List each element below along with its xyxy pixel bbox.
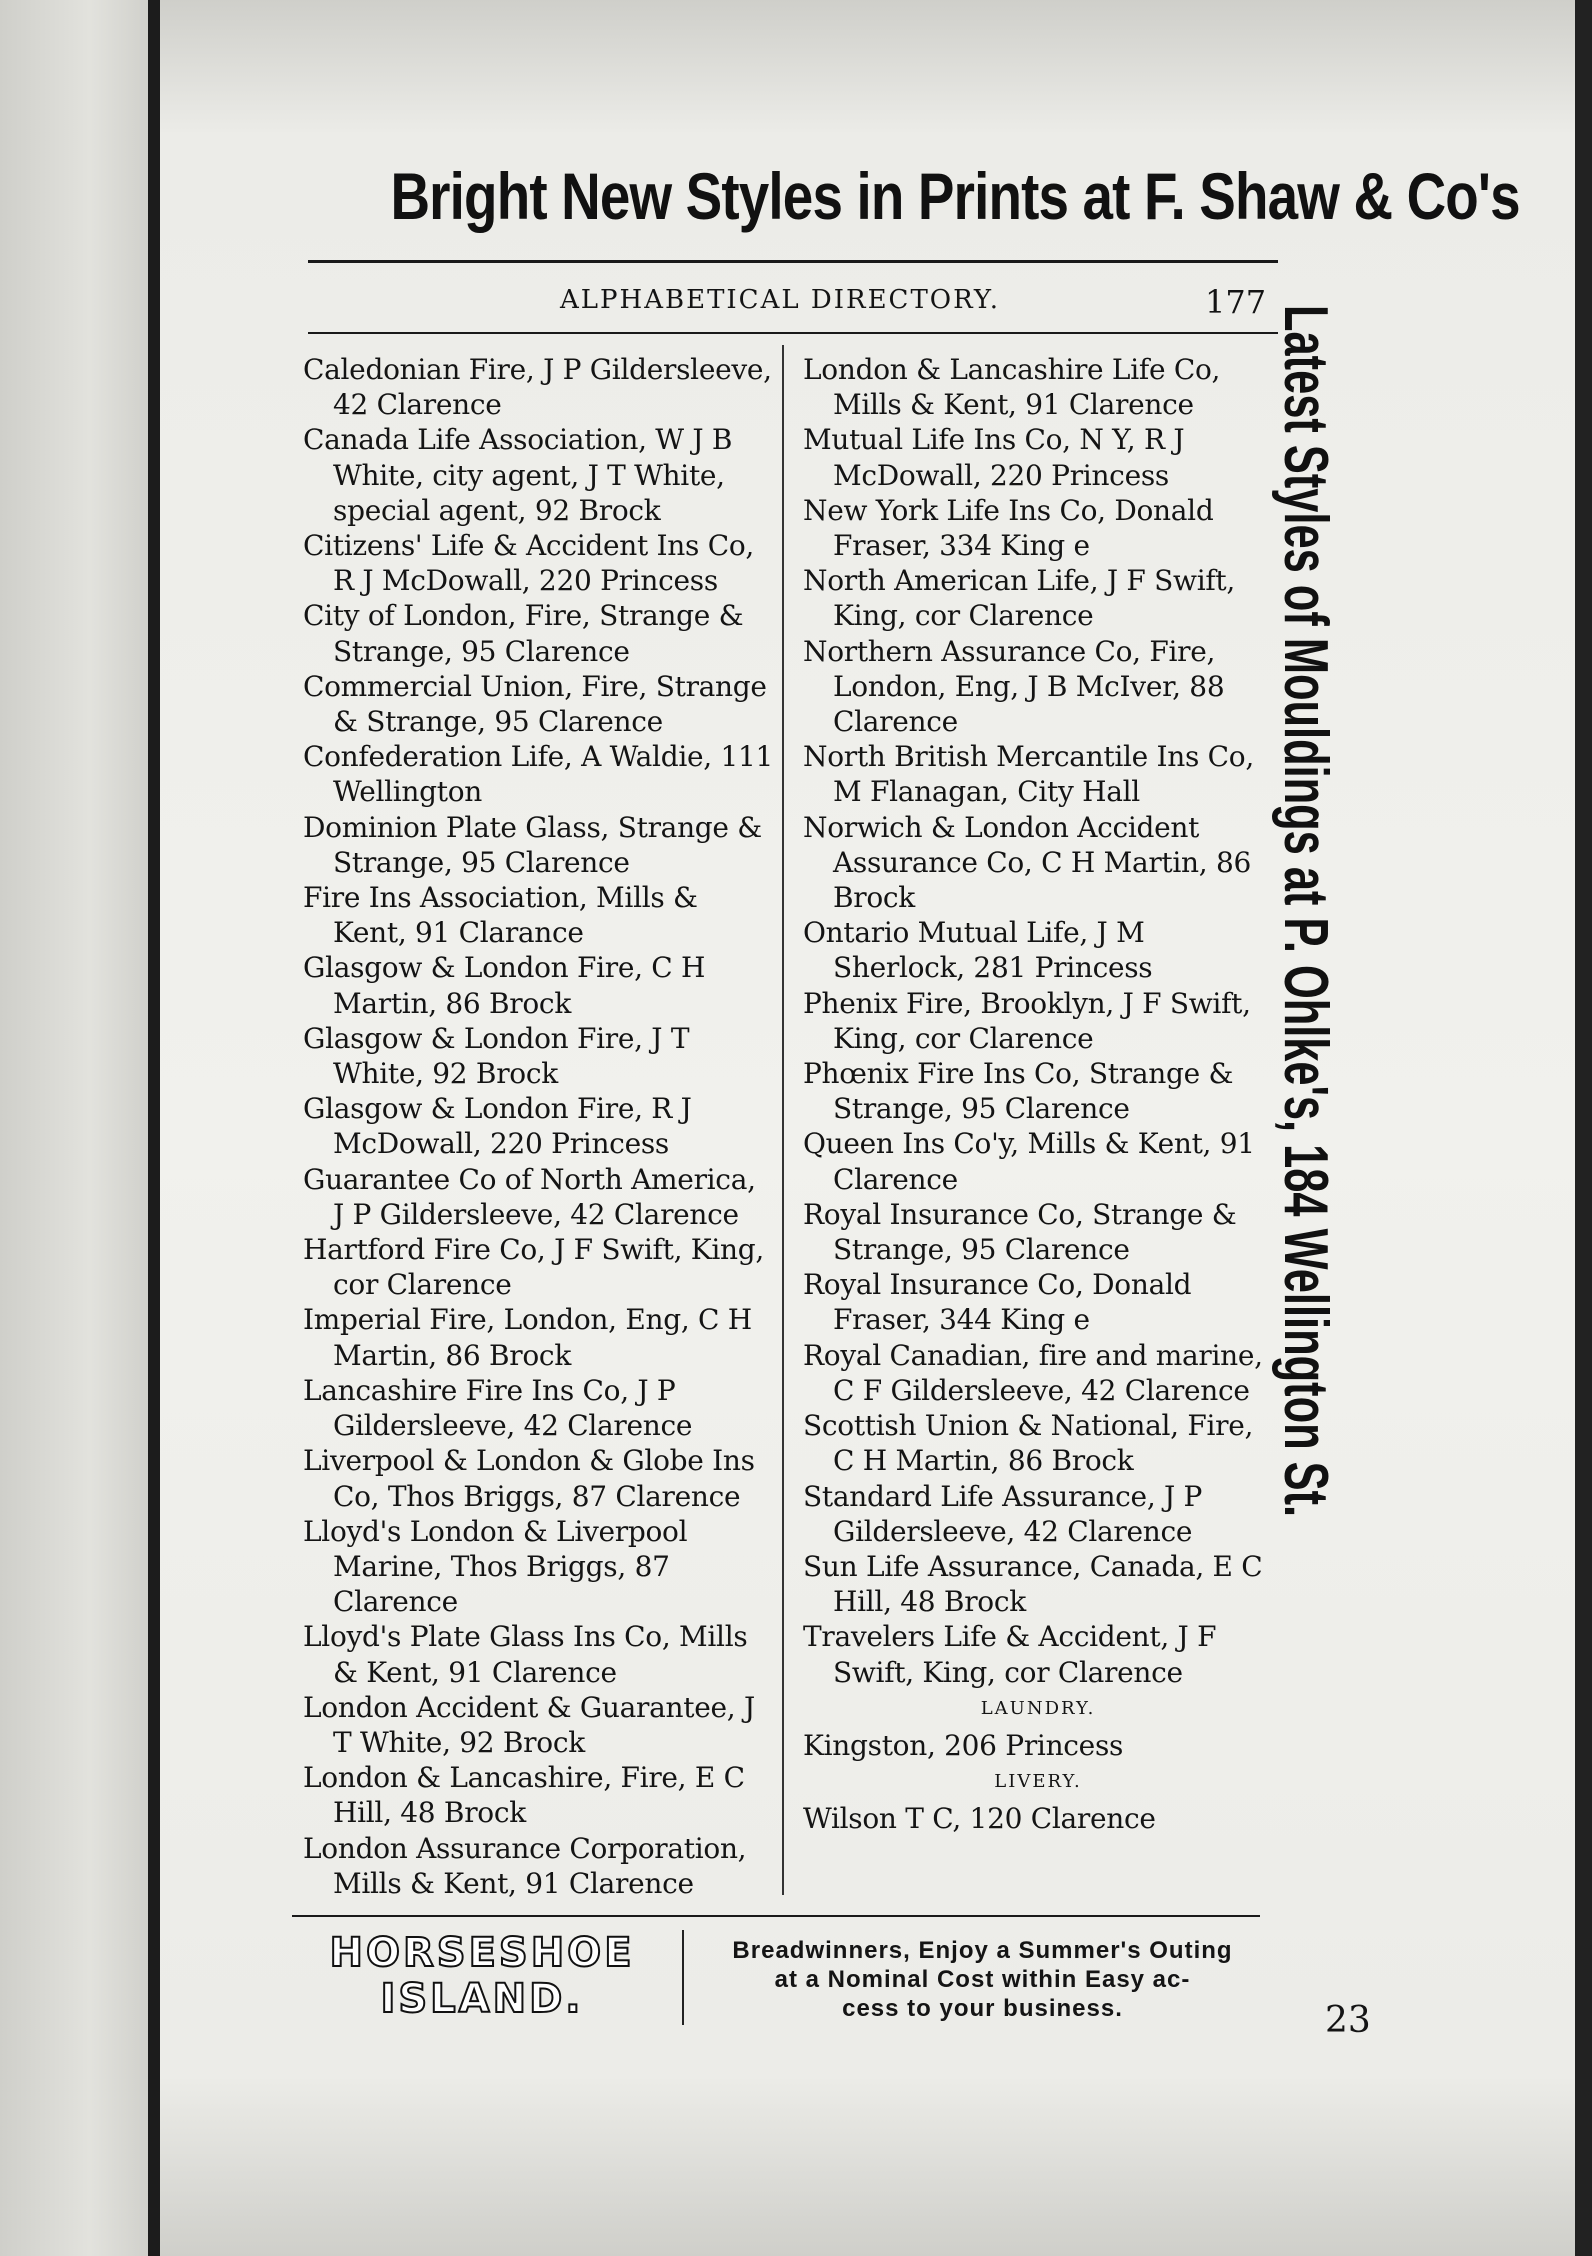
directory-entry: North British Mercantile Ins Co, M Flanagan, City Hall — [803, 740, 1254, 809]
summer-outing-line1: Breadwinners, Enjoy a Summer's Outing — [732, 1937, 1233, 1964]
directory-entry: Royal Canadian, fire and marine, C F Gildersleeve, 42 Clarence — [803, 1338, 1263, 1407]
directory-entry: Glasgow & London Fire, C H Martin, 86 Brock — [303, 951, 706, 1020]
directory-entry: North American Life, J F Swift, King, cor Clarence — [803, 564, 1235, 633]
directory-entry: Citizens' Life & Accident Ins Co, R J McDowall, 220 Princess — [303, 529, 754, 598]
directory-entry: Royal Insurance Co, Donald Fraser, 344 King e — [803, 1268, 1192, 1337]
directory-entry: Caledonian Fire, J P Gildersleeve, 42 Clarence — [303, 353, 772, 422]
laundry-entry: Kingston, 206 Princess — [803, 1728, 1124, 1762]
horseshoe-island-line1: HORSESHOE — [329, 1930, 635, 1976]
livery-heading: LIVERY. — [994, 1770, 1082, 1792]
directory-entry: New York Life Ins Co, Donald Fraser, 334 King e — [803, 493, 1214, 563]
directory-entry: Mutual Life Ins Co, N Y, R J McDowall, 220 Princess — [803, 423, 1185, 492]
directory-entry: Phœnix Fire Ins Co, Strange & Strange, 95 Clarence — [803, 1057, 1234, 1126]
directory-entry: Glasgow & London Fire, R J McDowall, 220 Princess — [303, 1092, 692, 1161]
left-directory-column — [303, 352, 773, 1901]
directory-entry: Hartford Fire Co, J F Swift, King, cor Clarence — [303, 1233, 765, 1302]
directory-entry: London & Lancashire Life Co, Mills & Kent, 91 Clarence — [803, 353, 1221, 422]
directory-entry: Dominion Plate Glass, Strange & Strange, 95 Clarence — [303, 810, 762, 879]
left-page-margin — [0, 0, 150, 2256]
summer-outing-line3: cess to your business. — [842, 1995, 1123, 2022]
directory-entry: Liverpool & London & Globe Ins Co, Thos Briggs, 87 Clarence — [303, 1444, 755, 1513]
banner-rule — [308, 260, 1278, 263]
directory-entry: Phenix Fire, Brooklyn, J F Swift, King, cor Clarence — [803, 986, 1251, 1055]
directory-entry: Canada Life Association, W J B White, city agent, J T White, special agent, 92 Brock — [303, 423, 733, 527]
directory-entry: Imperial Fire, London, Eng, C H Martin, 86 Brock — [303, 1303, 752, 1372]
top-advertisement-banner: Bright New Styles in Prints at F. Shaw & Co's — [390, 159, 1520, 233]
directory-entry: London & Lancashire, Fire, E C Hill, 48 Brock — [303, 1761, 745, 1830]
directory-entry: Fire Ins Association, Mills & Kent, 91 Clarance — [303, 881, 698, 950]
directory-entry: Royal Insurance Co, Strange & Strange, 95 Clarence — [803, 1197, 1237, 1267]
livery-entry: Wilson T C, 120 Clarence — [803, 1801, 1156, 1835]
directory-entry: Commercial Union, Fire, Strange & Strange, 95 Clarence — [303, 669, 767, 739]
directory-entry: London Assurance Corporation, Mills & Kent, 91 Clarence — [303, 1831, 747, 1900]
directory-entry: Lancashire Fire Ins Co, J P Gildersleeve, 42 Clarence — [303, 1373, 693, 1443]
directory-entry: Queen Ins Co'y, Mills & Kent, 91 Clarence — [803, 1127, 1255, 1196]
directory-entry: City of London, Fire, Strange & Strange, 95 Clarence — [303, 599, 744, 668]
directory-entry: Lloyd's Plate Glass Ins Co, Mills & Kent, 91 Clarence — [303, 1620, 748, 1689]
right-directory-column — [803, 352, 1273, 1836]
directory-entry: Glasgow & London Fire, J T White, 92 Brock — [303, 1021, 690, 1091]
page-spine-edge — [148, 0, 160, 2256]
footer-divider — [682, 1930, 684, 2025]
page-right-edge — [1575, 0, 1592, 2256]
directory-entry: Norwich & London Accident Assurance Co, C H Martin, 86 Brock — [803, 810, 1251, 915]
summer-outing-line2: at a Nominal Cost within Easy ac- — [774, 1966, 1191, 1993]
page-number: 177 — [1205, 283, 1267, 321]
horseshoe-island-line2: ISLAND. — [380, 1976, 584, 2022]
directory-entry: Scottish Union & National, Fire, C H Martin, 86 Brock — [803, 1409, 1254, 1478]
directory-entry: London Accident & Guarantee, J T White, 92 Brock — [303, 1690, 755, 1759]
side-advertisement-text: Latest Styles of Mouldings at P. Ohlke's, 184 Wellington St. — [1271, 305, 1340, 1518]
laundry-heading: LAUNDRY. — [980, 1697, 1096, 1719]
footer-rule — [292, 1915, 1260, 1917]
directory-entry: Northern Assurance Co, Fire, London, Eng, J B McIver, 88 Clarence — [803, 634, 1225, 739]
directory-entry: Travelers Life & Accident, J F Swift, King, cor Clarence — [803, 1620, 1217, 1689]
directory-entry: Confederation Life, A Waldie, 111 Wellington — [303, 740, 774, 809]
directory-entry: Sun Life Assurance, Canada, E C Hill, 48 Brock — [803, 1549, 1263, 1619]
horseshoe-island-ad — [292, 1930, 672, 2022]
directory-entry: Guarantee Co of North America, J P Gildersleeve, 42 Clarence — [303, 1162, 756, 1231]
directory-entry: Ontario Mutual Life, J M Sherlock, 281 Princess — [803, 916, 1153, 985]
running-title: ALPHABETICAL DIRECTORY. — [560, 285, 1000, 315]
plate-number: 23 — [1325, 2000, 1371, 2041]
header-rule — [308, 332, 1278, 334]
summer-outing-ad — [690, 1936, 1275, 2023]
directory-entry: Standard Life Assurance, J P Gildersleeve, 42 Clarence — [803, 1479, 1203, 1548]
directory-entry: Lloyd's London & Liverpool Marine, Thos Briggs, 87 Clarence — [303, 1514, 688, 1619]
column-divider — [782, 345, 784, 1895]
side-advertisement — [1265, 305, 1345, 1865]
